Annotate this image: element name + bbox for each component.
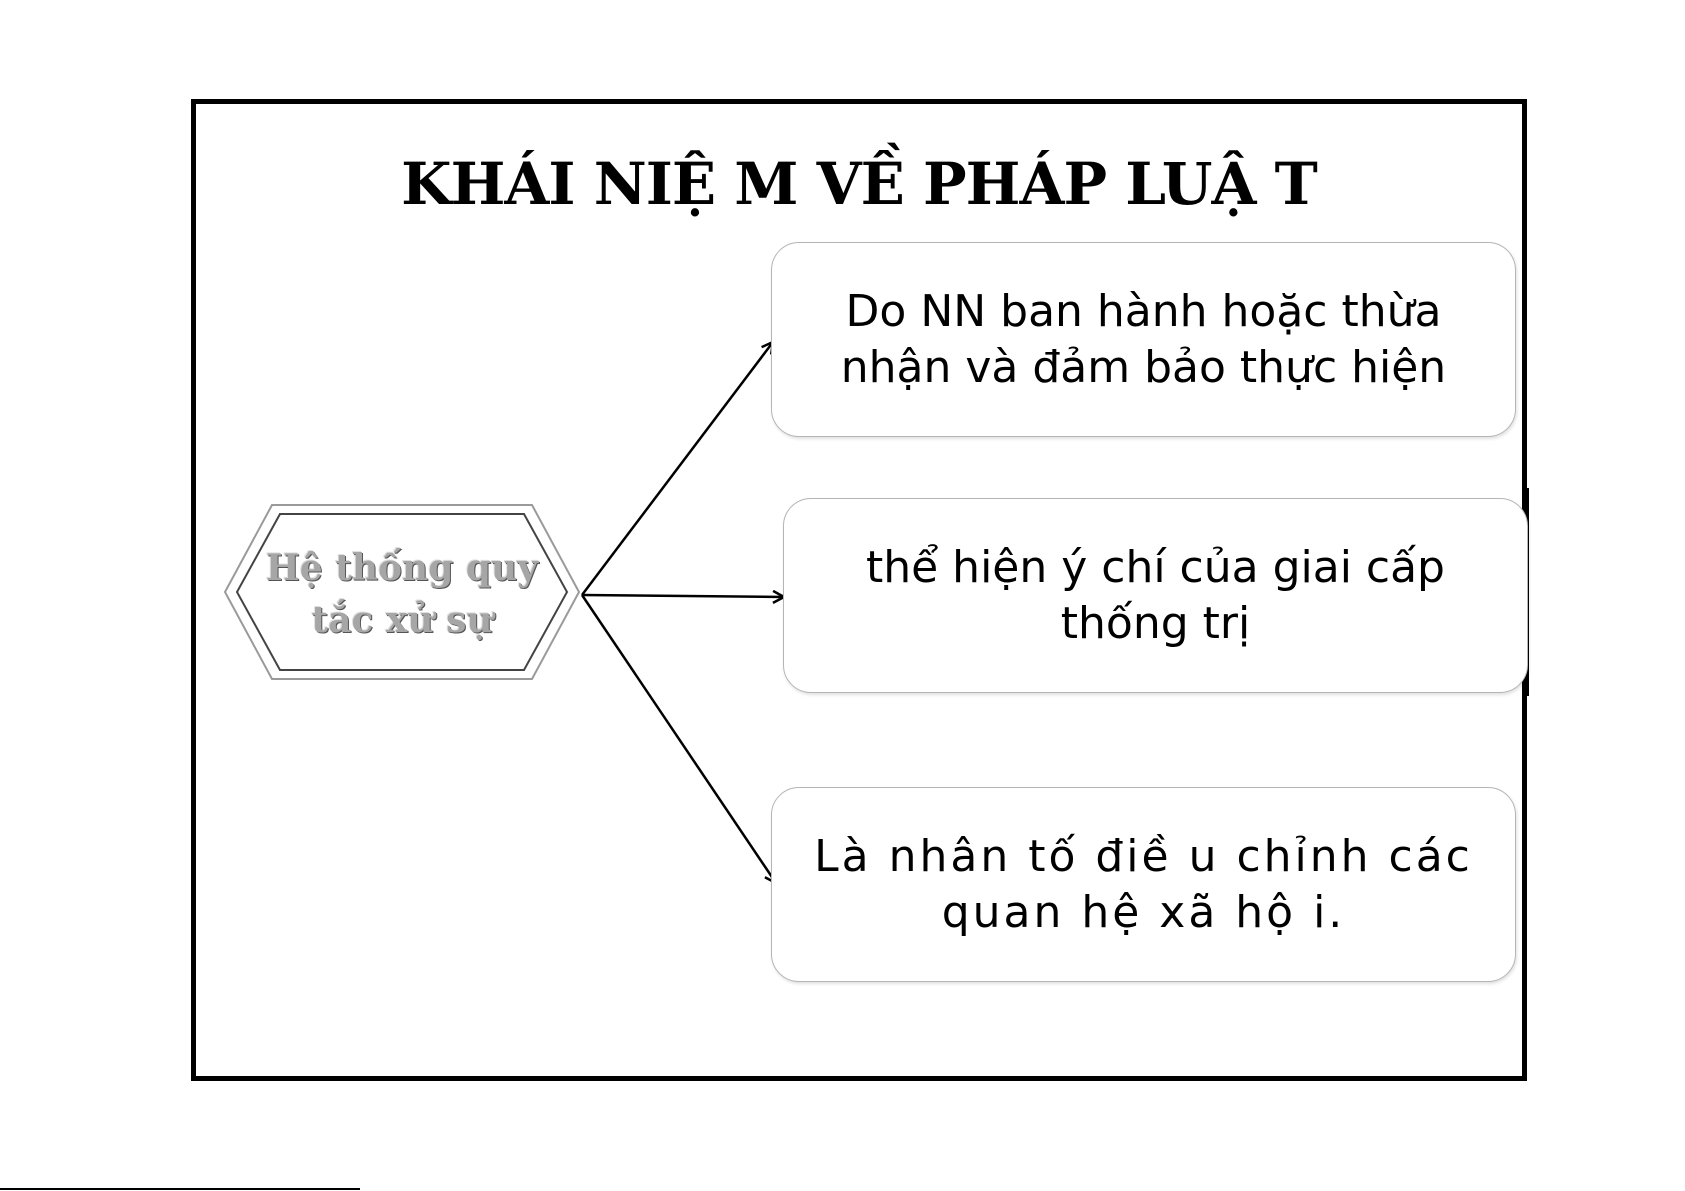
center-node-label xyxy=(252,542,552,646)
branch-box-3-line-2: quan hệ xã hộ i. xyxy=(941,886,1346,938)
branch-box-1-line-2: nhận và đảm bảo thực hiện xyxy=(840,341,1447,393)
arrow-to-branch-2 xyxy=(582,595,784,597)
branch-box-2-line-2: thống trị xyxy=(1060,597,1251,649)
branch-box-3-text xyxy=(814,829,1473,941)
diagram-title: KHÁI NIỆ M VỀ PHÁP LUẬ T xyxy=(401,150,1317,218)
branch-box-3 xyxy=(771,787,1516,982)
arrow-to-branch-1 xyxy=(582,342,773,595)
center-node-line-1: Hệ thống quy xyxy=(265,547,539,589)
arrow-to-branch-3 xyxy=(582,595,776,883)
center-node-hexagon xyxy=(222,502,582,682)
branch-box-1-text xyxy=(841,284,1446,396)
branch-box-2 xyxy=(783,498,1528,693)
branch-box-2-text xyxy=(866,540,1445,652)
center-node-line-2: tắc xử sự xyxy=(311,599,493,641)
branch-box-1 xyxy=(771,242,1516,437)
branch-box-3-line-1: Là nhân tố điề u chỉnh các xyxy=(814,830,1473,882)
branch-box-1-line-1: Do NN ban hành hoặc thừa xyxy=(845,285,1442,337)
branch-box-2-line-1: thể hiện ý chí của giai cấp xyxy=(865,541,1445,593)
page-bottom-rule xyxy=(0,1188,360,1190)
